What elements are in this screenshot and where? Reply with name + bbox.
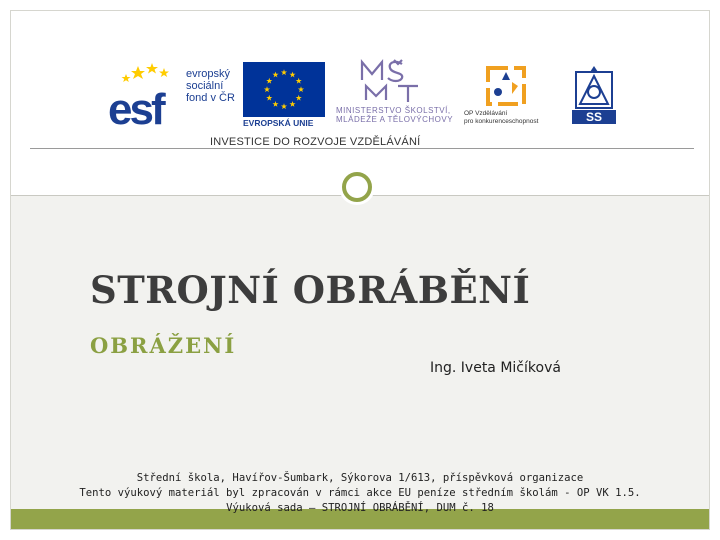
- footer-line-1: Střední škola, Havířov-Šumbark, Sýkorova 1/613, příspěvková organizace: [136, 472, 584, 484]
- op-line-1: OP Vzdělávání: [464, 110, 508, 117]
- esf-text: [186, 68, 235, 104]
- eu-label: EVROPSKÁ UNIE: [243, 118, 314, 128]
- footer-text: [11, 471, 709, 516]
- esf-line-2: sociální: [186, 80, 224, 92]
- esf-logo-icon: [108, 60, 180, 128]
- school-logo-icon: [570, 64, 618, 126]
- author-name: Ing. Iveta Mičíková: [430, 360, 561, 376]
- msmt-text: [336, 106, 453, 124]
- msmt-line-2: MLÁDEŽE A TĚLOVÝCHOVY: [336, 115, 454, 124]
- logo-strip: [108, 58, 628, 132]
- slide-subtitle: OBRÁŽENÍ: [90, 333, 237, 358]
- esf-line-3: fond v ČR: [186, 92, 235, 104]
- op-logo-icon: [484, 64, 528, 108]
- msmt-logo-icon: [358, 58, 430, 104]
- svg-text:esf: esf: [108, 85, 163, 128]
- op-text: [464, 110, 538, 126]
- ring-ornament-icon: [342, 172, 372, 202]
- eu-flag-icon: [243, 62, 325, 117]
- op-line-2: pro konkurenceschopnost: [464, 118, 539, 125]
- slide-title: STROJNÍ OBRÁBĚNÍ: [90, 268, 531, 312]
- investment-banner: INVESTICE DO ROZVOJE VZDĚLÁVÁNÍ: [210, 136, 421, 148]
- esf-line-1: evropský: [186, 68, 231, 80]
- msmt-line-1: MINISTERSTVO ŠKOLSTVÍ,: [336, 106, 451, 115]
- banner-underline: [30, 148, 694, 149]
- footer-line-2: Tento výukový materiál byl zpracován v rámci akce EU peníze středním školám - OP VK 1.5.: [79, 487, 641, 499]
- footer-line-3: Výuková sada – STROJNÍ OBRÁBĚNÍ, DUM č. 18: [226, 502, 494, 514]
- school-logo-text: SS: [585, 110, 603, 124]
